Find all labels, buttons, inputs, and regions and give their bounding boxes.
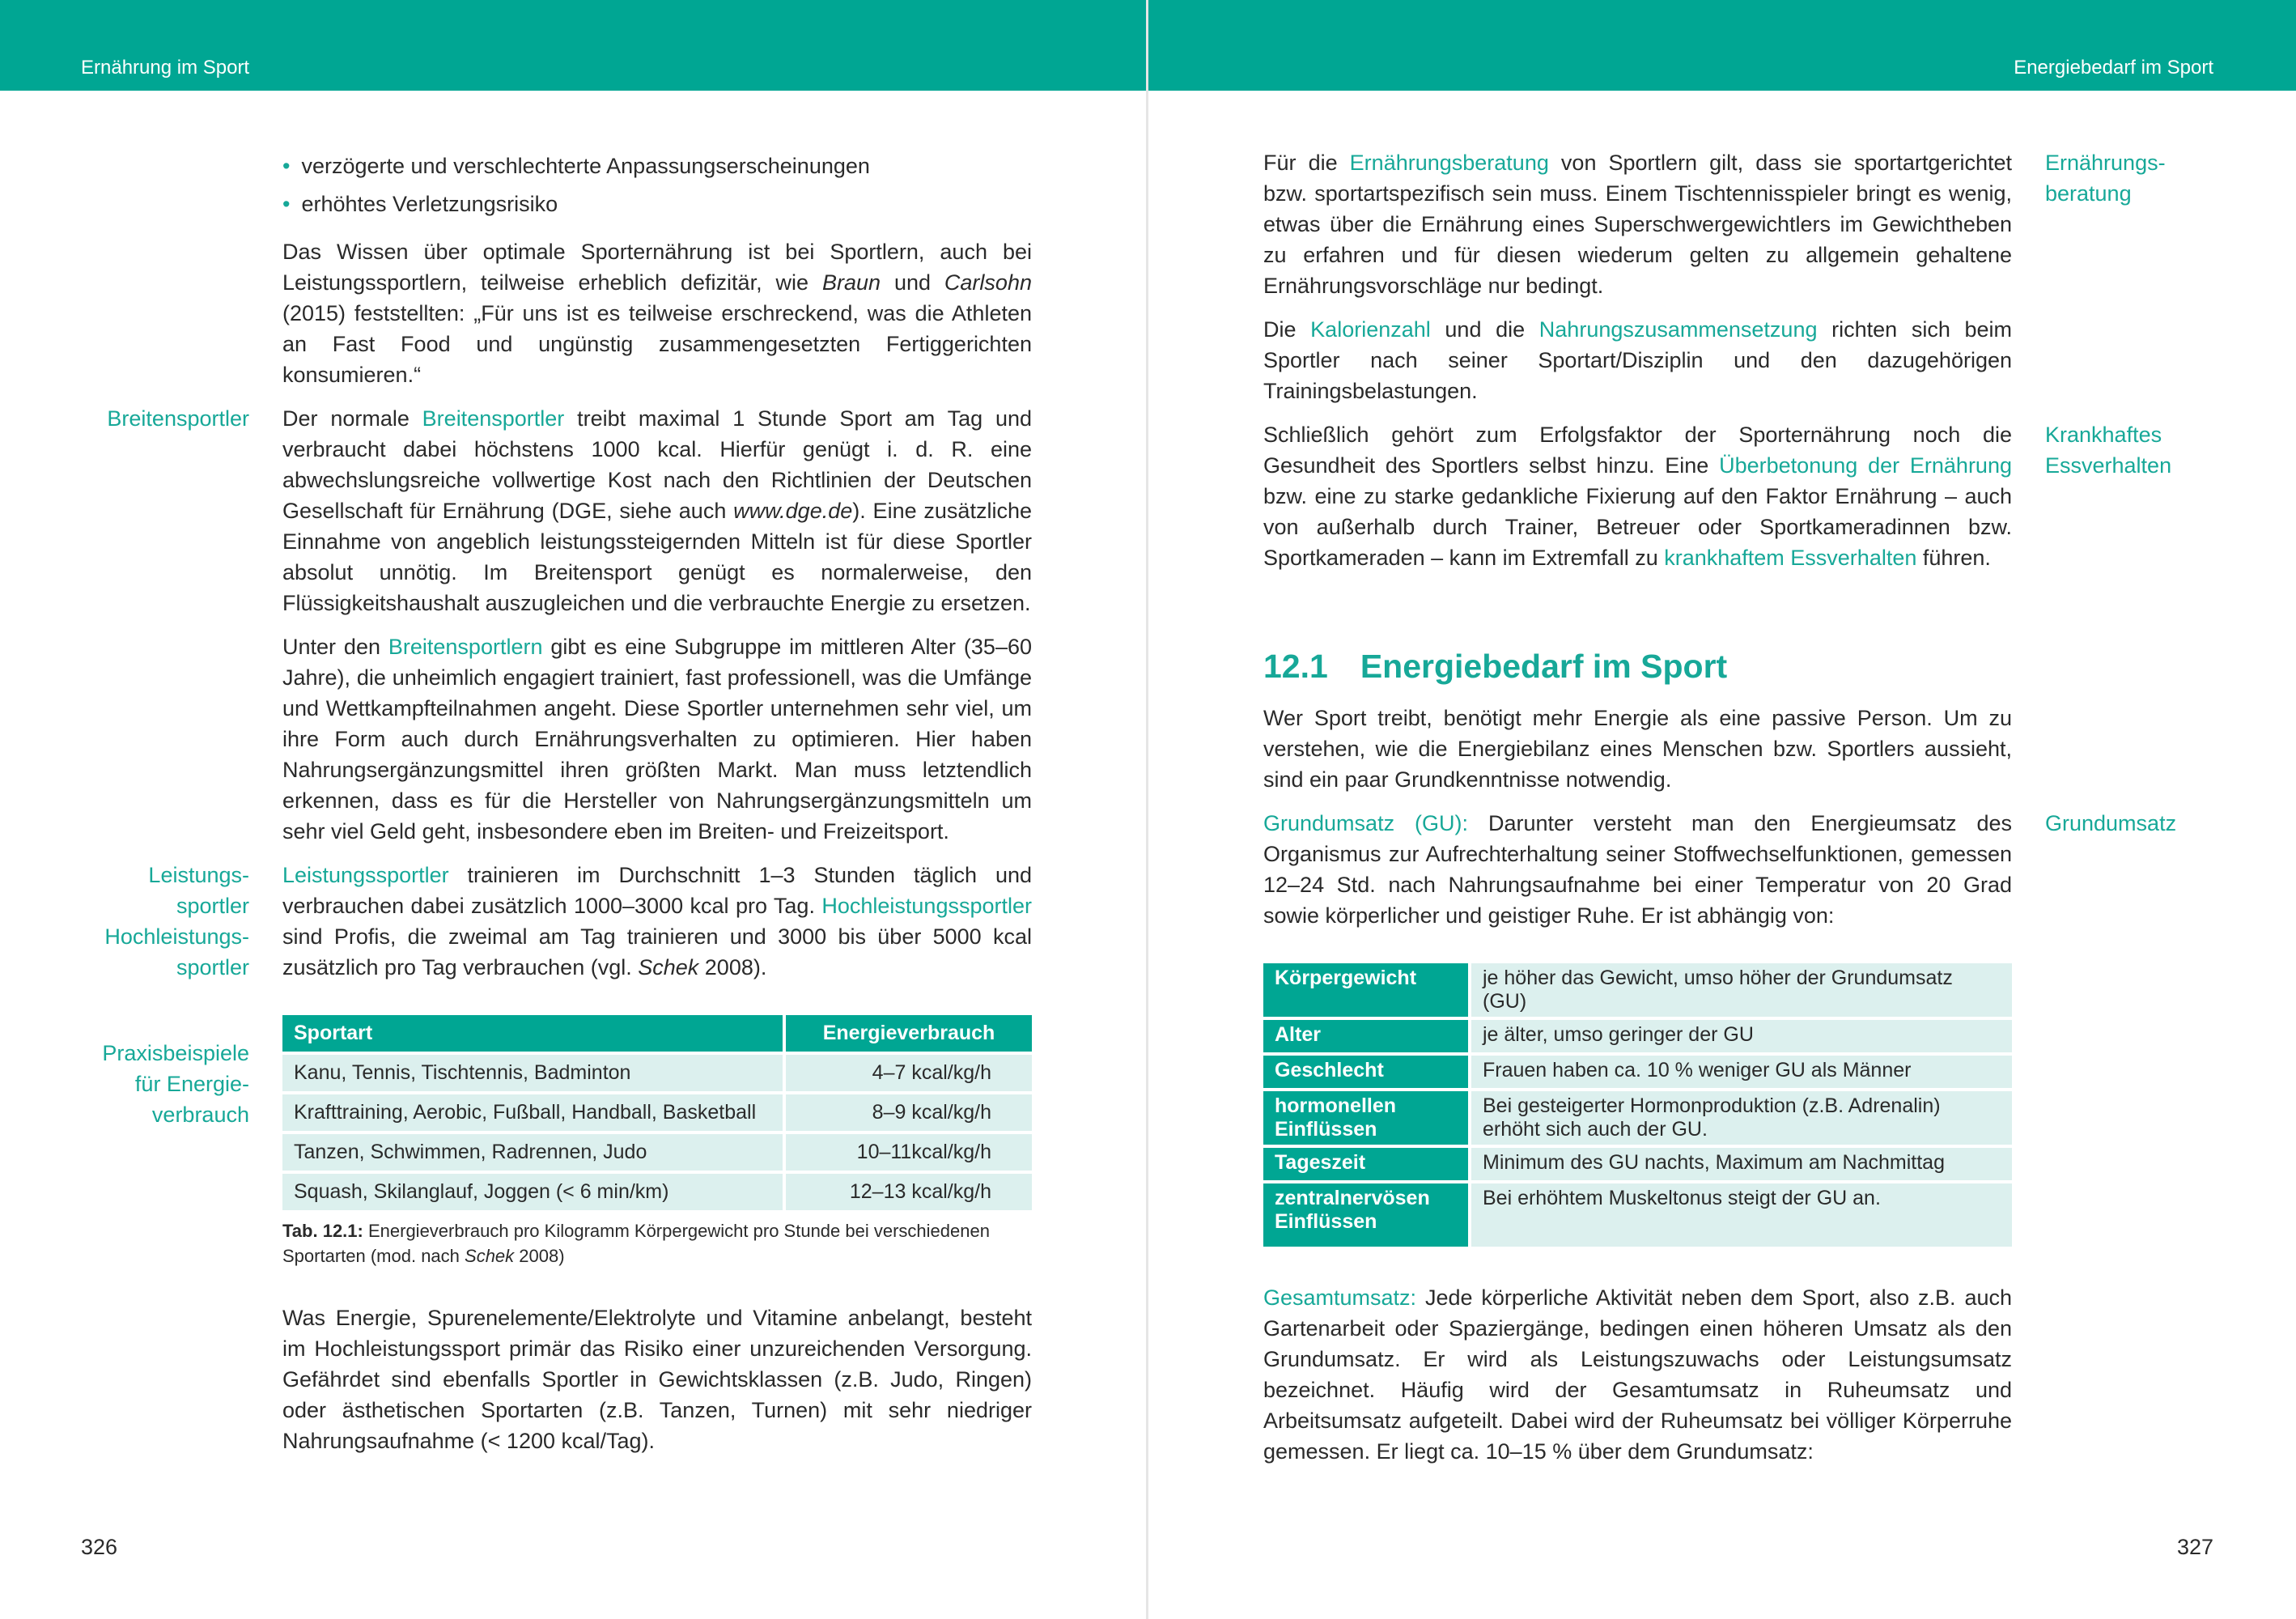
section-heading <box>1263 646 2012 686</box>
cell: Tanzen, Schwimmen, Radrennen, Judo <box>282 1134 783 1171</box>
margin-note: Leistungs- sportler Hochleistungs- sportler <box>104 863 249 979</box>
table-row <box>282 1134 1032 1171</box>
text-run: Was Energie, Spurenelemente/Elektrolyte und Vitamine anbelangt, besteht im Hochleistungssport primär das Risiko einer unzureichenden Versorgung. Gefährdet sind ebenfalls Sportler in Gewichtsklassen (z.B. Judo, Ringen) oder ästhetischen Sportarten (z.B. Tanzen, Turnen) mit sehr niedriger Nahrungsaufnahme (< 1200 kcal/Tag). <box>282 1306 1032 1453</box>
paragraph <box>282 860 1032 983</box>
factor: zentralnervösen Einflüssen <box>1263 1183 1468 1247</box>
text-run: richten sich beim Sportler nach seiner Sportart/Disziplin und den dazugehörigen Trainingsbelastungen. <box>1263 317 2013 403</box>
caption-text: Energieverbrauch pro Kilogramm Körpergewicht pro Stunde bei verschiedenen Sportarten (mod. nach <box>282 1221 990 1266</box>
highlighted-term: Breitensportlern <box>388 635 543 659</box>
paragraph-block <box>1263 703 2012 795</box>
table-header-row <box>282 1015 1032 1052</box>
text-run: und die <box>1430 317 1539 342</box>
italic-text: www.dge.de <box>733 499 853 523</box>
cell: Krafttraining, Aerobic, Fußball, Handball, Basketball <box>282 1094 783 1131</box>
text-run: Das Wissen über optimale Sporternährung ist bei Sportlern, auch bei Leistungssportlern, teilweise erheblich defizitär, wie <box>282 240 1032 295</box>
paragraph-block <box>1263 314 2012 406</box>
highlighted-term: Kalorienzahl <box>1310 317 1431 342</box>
text-run: Für die <box>1263 151 1350 175</box>
caption-label: Tab. 12.1: <box>282 1221 363 1241</box>
paragraph-block <box>107 403 1032 618</box>
text-run: Jede körperliche Aktivität neben dem Sport, also z.B. auch Gartenarbeit oder Spaziergänge, bedingen einen höheren Umsatz als den Grundumsatz. Er wird als Leistungszuwachs oder Leistungsumsatz bezeichnet. Häufig wird der Gesamtumsatz in Ruheumsatz und Arbeitsumsatz aufgeteilt. Dabei wird der Ruheumsatz bei völliger Körperruhe gemessen. Er liegt ca. 10–15 % über dem Grundumsatz: <box>1263 1285 2012 1464</box>
factor: Geschlecht <box>1263 1056 1468 1088</box>
table-row <box>1263 1183 2012 1247</box>
table-row <box>282 1094 1032 1131</box>
cell: 12–13 kcal/kg/h <box>786 1174 1032 1210</box>
paragraph-block <box>1263 808 2177 931</box>
text-run: treibt maximal 1 Stunde Sport am Tag und verbraucht dabei höchstens 1000 kcal. Hierfür genügt i. d. R. eine abwechslungsreiche vollwertige Kost nach den Richtlinien der Deutschen Gesellschaft für Ernährung (DGE, siehe auch <box>282 406 1032 523</box>
cell: 8–9 kcal/kg/h <box>786 1094 1032 1131</box>
text-run: sind Profis, die zweimal am Tag trainieren und 3000 bis über 5000 kcal zusätzlich pro Tag verbrauchen (vgl. <box>282 924 1032 979</box>
highlighted-term: Gesamtumsatz: <box>1263 1285 1417 1310</box>
margin-note: Praxisbeispiele für Energie- verbrauch <box>102 1041 249 1127</box>
italic-text: Braun <box>821 270 881 295</box>
text-run: und <box>881 270 944 295</box>
paragraph <box>1263 1282 2012 1467</box>
table-caption <box>282 1218 1032 1268</box>
highlighted-term: Breitensportler <box>422 406 565 431</box>
section-number: 12.1 <box>1263 648 1328 685</box>
highlighted-term: Ernährungsberatung <box>1349 151 1549 175</box>
section-title: Energiebedarf im Sport <box>1360 648 1728 685</box>
left-page-column <box>102 147 1032 1456</box>
description: Frauen haben ca. 10 % weniger GU als Männer <box>1471 1056 2012 1088</box>
text-run: Der normale <box>282 406 422 431</box>
text-run: bzw. eine zu starke gedankliche Fixierung auf den Faktor Ernährung – auch von außerhalb durch Trainer, Betreuer oder Sportkameradinnen bzw. Sportkameraden – kann im Extremfall zu <box>1263 484 2012 570</box>
margin-note: Breitensportler <box>107 406 249 431</box>
running-head-left: Ernährung im Sport <box>81 57 250 79</box>
text-run: Schließlich gehört zum Erfolgsfaktor der Sporternährung noch die Gesundheit des Sportlers selbst hinzu. Eine <box>1263 423 2012 478</box>
table-row <box>1263 1020 2012 1052</box>
highlighted-term: Hochleistungssportler <box>821 894 1032 918</box>
margin-note: Ernährungs- beratung <box>2045 151 2166 206</box>
table-row <box>1263 1148 2012 1180</box>
paragraph-block <box>1263 1282 2012 1467</box>
highlighted-term: Leistungssportler <box>282 863 449 887</box>
cell: 10–11kcal/kg/h <box>786 1134 1032 1171</box>
paragraph <box>1263 419 2012 573</box>
header-bar-right <box>1148 0 2296 91</box>
paragraph-block <box>1263 147 2166 301</box>
paragraph <box>1263 314 2012 406</box>
caption-author: Schek <box>465 1246 515 1266</box>
description: Minimum des GU nachts, Maximum am Nachmittag <box>1471 1148 2012 1180</box>
italic-text: Carlsohn <box>944 270 1032 295</box>
description: je älter, umso geringer der GU <box>1471 1020 2012 1052</box>
paragraph <box>282 236 1032 390</box>
text-run: führen. <box>1916 546 1991 570</box>
description: je höher das Gewicht, umso höher der Grundumsatz (GU) <box>1471 963 2012 1017</box>
paragraph <box>1263 808 2012 931</box>
text-run: gibt es eine Subgruppe im mittleren Alter (35–60 Jahre), die unheimlich engagiert trainiert, fast professionell, was die Umfänge und Wettkampfteilnahmen angeht. Diese Sportler unternehmen sehr viel, um ihre Form auch durch Ernährungsverhalten zu optimieren. Hier haben Nahrungsergänzungsmittel ihren größten Markt. Man muss letztendlich erkennen, dass es für die Hersteller von Nahrungsergänzungsmitteln um sehr viel Geld geht, insbesondere eben im Breiten- und Freizeitsport. <box>282 635 1032 843</box>
highlighted-term: krankhaftem Essverhalten <box>1664 546 1917 570</box>
column-header: Sportart <box>282 1015 783 1052</box>
text-run: 2008). <box>698 955 767 979</box>
page-gutter <box>1146 0 1148 1619</box>
caption-end: 2008) <box>514 1246 565 1266</box>
paragraph-block <box>104 860 1032 983</box>
factor: Alter <box>1263 1020 1468 1052</box>
highlighted-term: Überbetonung der Ernährung <box>1719 453 2012 478</box>
paragraph <box>1263 147 2012 301</box>
factor: Körpergewicht <box>1263 963 1468 1017</box>
bullet-item: • erhöhtes Verletzungsrisiko <box>282 185 1032 223</box>
text-run: von Sportlern gilt, dass sie sportartgerichtet bzw. sportartspezifisch sein muss. Einem Tischtennisspieler bringt es wenig, etwas über die Ernährung eines Superschwergewichtlers im Gewichtheben zu erfahren und für diesen wiederum gelten zu allgemein gehaltene Ernährungsvorschläge nur bedingt. <box>1263 151 2012 298</box>
running-head-right: Energiebedarf im Sport <box>2014 57 2213 79</box>
cell: Kanu, Tennis, Tischtennis, Badminton <box>282 1055 783 1091</box>
paragraph <box>1263 703 2012 795</box>
paragraph-block <box>282 631 1032 847</box>
margin-note: Grundumsatz <box>2045 811 2177 835</box>
text-run: (2015) feststellten: „Für uns ist es teilweise erschreckend, was die Athleten an Fast Food und ungünstig zusammengesetzten Fertiggerichten konsumieren.“ <box>282 301 1032 387</box>
paragraph <box>282 1302 1032 1456</box>
table-row <box>282 1174 1032 1210</box>
bullet-item: • verzögerte und verschlechterte Anpassungserscheinungen <box>282 147 1032 185</box>
paragraph-block <box>282 236 1032 390</box>
text-run: Die <box>1263 317 1311 342</box>
text-run: Darunter versteht man den Energieumsatz des Organismus zur Aufrechterhaltung seiner Stoffwechselfunktionen, gemessen 12–24 Std. nach Nahrungsaufnahme bei einer Temperatur von 20 Grad sowie körperlicher und geistiger Ruhe. Er ist abhängig von: <box>1263 811 2012 928</box>
table-row <box>1263 1091 2012 1145</box>
description: Bei erhöhtem Muskeltonus steigt der GU an. <box>1471 1183 2012 1247</box>
cell: Squash, Skilanglauf, Joggen (< 6 min/km) <box>282 1174 783 1210</box>
factor: hormonellen Einflüssen <box>1263 1091 1468 1145</box>
text-run: trainieren im Durchschnitt 1–3 Stunden täglich und verbrauchen dabei zusätzlich 1000–3000 kcal pro Tag. <box>282 863 1032 918</box>
highlighted-term: Nahrungszusammensetzung <box>1538 317 1818 342</box>
highlighted-term: Grundumsatz (GU): <box>1263 811 1468 835</box>
text-run: Unter den <box>282 635 388 659</box>
table-row <box>1263 1056 2012 1088</box>
cell: 4–7 kcal/kg/h <box>786 1055 1032 1091</box>
paragraph <box>282 631 1032 847</box>
italic-text: Schek <box>638 955 699 979</box>
table-row <box>282 1055 1032 1091</box>
paragraph-block <box>1263 419 2172 573</box>
page-number-right: 327 <box>2176 1535 2213 1559</box>
bullet-list <box>282 147 1032 223</box>
table-block <box>102 1012 1032 1268</box>
column-header: Energieverbrauch <box>786 1015 1032 1052</box>
description: Bei gesteigerter Hormonproduktion (z.B. Adrenalin) erhöht sich auch der GU. <box>1471 1091 2012 1145</box>
text-run: Wer Sport treibt, benötigt mehr Energie als eine passive Person. Um zu verstehen, wie die Energiebilanz eines Menschen bzw. Sportlers aussieht, sind ein paar Grundkenntnisse notwendig. <box>1263 706 2012 792</box>
factor: Tageszeit <box>1263 1148 1468 1180</box>
margin-note: Krankhaftes Essverhalten <box>2045 423 2172 478</box>
header-bar-left <box>0 0 1146 91</box>
energy-table <box>279 1012 1035 1213</box>
paragraph-block <box>282 1302 1032 1456</box>
text-run: ). Eine zusätzliche Einnahme von angeblich leistungssteigernden Mitteln ist für diese Sportler absolut unnötig. Im Breitensport genügt es normalerweise, den Flüssigkeitshaushalt auszugleichen und die verbrauchte Energie zu ersetzen. <box>282 499 1032 615</box>
right-page-column <box>1263 147 2177 1467</box>
page-number-left: 326 <box>81 1535 118 1559</box>
grundumsatz-factors-table <box>1260 960 2015 1250</box>
paragraph <box>282 403 1032 618</box>
table-row <box>1263 963 2012 1017</box>
